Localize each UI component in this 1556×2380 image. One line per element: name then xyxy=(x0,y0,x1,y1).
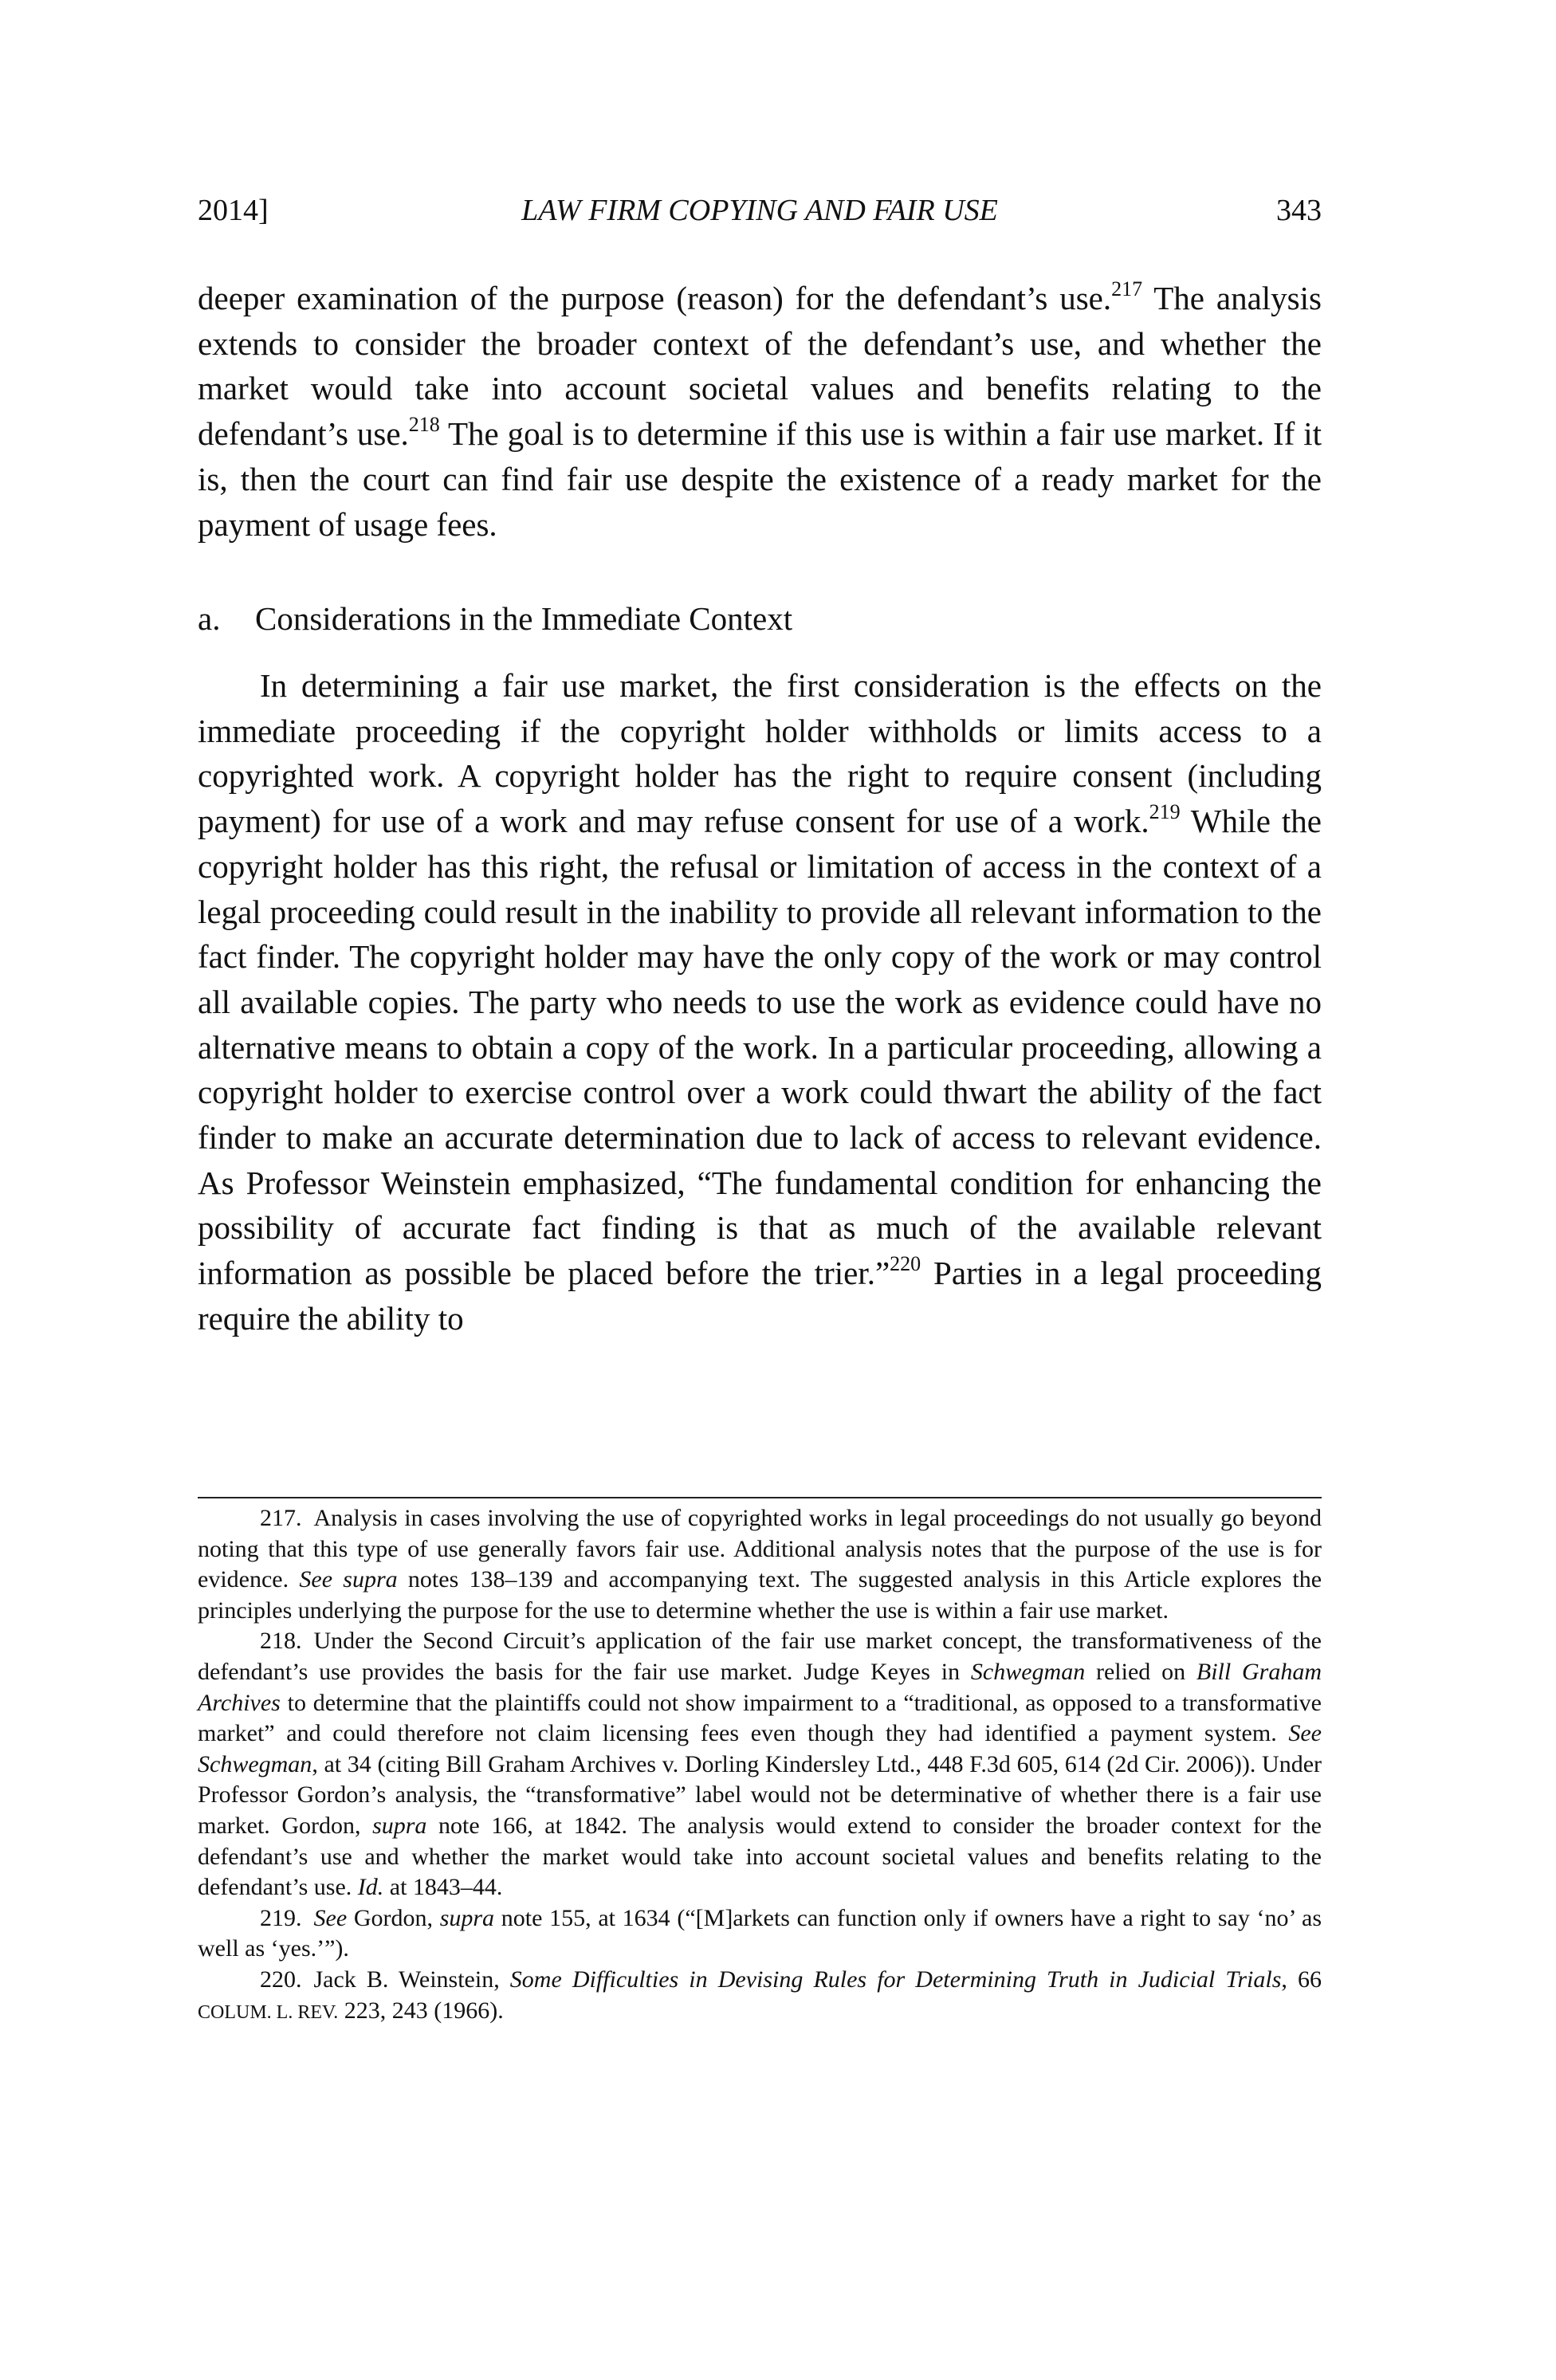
footnote-italic: See xyxy=(313,1904,348,1931)
footnote-218 xyxy=(198,1626,1322,1903)
footnote-divider xyxy=(198,1497,1322,1498)
footnote-ref-220: 220 xyxy=(890,1252,921,1276)
footnote-number: 219. xyxy=(260,1904,302,1931)
footnotes-section xyxy=(198,1503,1322,2028)
section-subheading xyxy=(198,599,792,638)
body-paragraph-1 xyxy=(198,276,1322,547)
footnote-smallcaps: COLUM. L. REV. xyxy=(198,2001,339,2023)
footnote-text: 223, 243 (1966). xyxy=(338,1997,504,2024)
paragraph-text: While the copyright holder has this right, the refusal or limitation of access in the context of a legal proceeding could result in the inability to provide all relevant information to the fact finder. The copyright holder may have the only copy of the work or may control all available copies. The party who needs to use the work as evidence could have no alternative means to obtain a copy of the work. In a particular proceeding, allowing a copyright holder to exercise control over a work could thwart the ability of the fact finder to make an accurate determination due to lack of access to relevant evidence. As Professor Weinstein emphasized, “The fundamental condition for enhancing the possibility of accurate fact finding is that as much of the available relevant information as possible be placed before the trier.” xyxy=(198,803,1322,1292)
footnote-ref-219: 219 xyxy=(1149,800,1181,824)
footnote-number: 218. xyxy=(260,1628,302,1655)
footnote-ref-218: 218 xyxy=(408,413,440,437)
paragraph-text: In determining a fair use market, the first consideration is the effects on the immediate proceeding if the copyright holder withholds or limits access to a copyrighted work. A copyright holder has the right to require consent (including payment) for use of a work and may refuse consent for use of a work. xyxy=(198,667,1322,840)
footnote-italic: Id. xyxy=(357,1874,384,1901)
footnote-number: 220. xyxy=(260,1966,302,1993)
footnote-text: notes 138–139 and accompanying text. The suggested analysis in this Article explores the principles underlying the purpose for the use to determine whether the use is within a fair use market. xyxy=(198,1566,1322,1624)
footnote-text: Analysis in cases involving the use of copyrighted works in legal proceedings do not usually go beyond noting that this type of use generally favors fair use. Additional analysis notes that the purpose of the use is for evidence. xyxy=(198,1505,1322,1593)
footnote-219 xyxy=(198,1903,1322,1965)
footnote-italic: supra xyxy=(372,1812,427,1839)
footnote-text: at 1843–44. xyxy=(383,1874,503,1901)
footnote-italic: See supra xyxy=(299,1566,398,1593)
footnote-217 xyxy=(198,1503,1322,1626)
footnote-number: 217. xyxy=(260,1505,302,1531)
footnote-italic: See Schwegman xyxy=(198,1720,1322,1777)
header-title: LAW FIRM COPYING AND FAIR USE xyxy=(521,194,998,227)
footnote-text: Under the Second Circuit’s application of the fair use market concept, the transformativeness of the defendant’s use provides the basis for the fair use market. Judge Keyes in xyxy=(198,1628,1322,1685)
footnote-text: relied on xyxy=(1085,1658,1196,1685)
paragraph-text: The goal is to determine if this use is within a fair use market. If it is, then the court can find fair use despite the existence of a ready market for the payment of usage fees. xyxy=(198,415,1322,543)
header-page-number: 343 xyxy=(1276,194,1322,227)
paragraph-text: The analysis extends to consider the broader context of the defendant’s use, and whether the market would take into account societal values and benefits relating to the defendant’s use. xyxy=(198,280,1322,453)
paragraph-text: deeper examination of the purpose (reason) for the defendant’s use. xyxy=(198,280,1112,316)
footnote-italic: Bill Graham Archives xyxy=(198,1658,1322,1716)
footnote-text: Gordon, xyxy=(347,1904,440,1931)
footnote-text: , at 34 (citing Bill Graham Archives v. Dorling Kindersley Ltd., 448 F.3d 605, 614 (2d Cir. 2006)). Under Professor Gordon’s analysis, the “transformative” label would not be determinative of whether there is a fair use market. Gordon, xyxy=(198,1750,1322,1839)
footnote-text: note 166, at 1842. The analysis would extend to consider the broader context for the defendant’s use and whether the market would take into account societal values and benefits relating to the defendant’s use. xyxy=(198,1812,1322,1901)
footnote-text: to determine that the plaintiffs could not show impairment to a “traditional, as opposed to a transformative market” and could therefore not claim licensing fees even though they had identified a payment system. xyxy=(198,1689,1322,1747)
footnote-220 xyxy=(198,1965,1322,2028)
body-paragraph-2 xyxy=(198,663,1322,1341)
footnote-text: , 66 xyxy=(1281,1966,1322,1993)
footnote-italic: Some Difficulties in Devising Rules for Determining Truth in Judicial Trials xyxy=(509,1966,1282,1993)
paragraph-text: Parties in a legal proceeding require the ability to xyxy=(198,1255,1322,1337)
footnote-italic: supra xyxy=(439,1904,495,1931)
footnote-text: Jack B. Weinstein, xyxy=(313,1966,510,1993)
running-header xyxy=(198,193,1322,241)
subheading-text: Considerations in the Immediate Context xyxy=(255,600,793,637)
header-year: 2014] xyxy=(198,194,269,227)
footnote-ref-217: 217 xyxy=(1111,277,1143,300)
footnote-italic: Schwegman xyxy=(970,1658,1086,1685)
subheading-number: a. xyxy=(198,600,221,637)
footnote-text: note 155, at 1634 (“[M]arkets can function only if owners have a right to say ‘no’ as well as ‘yes.’”). xyxy=(198,1904,1322,1962)
